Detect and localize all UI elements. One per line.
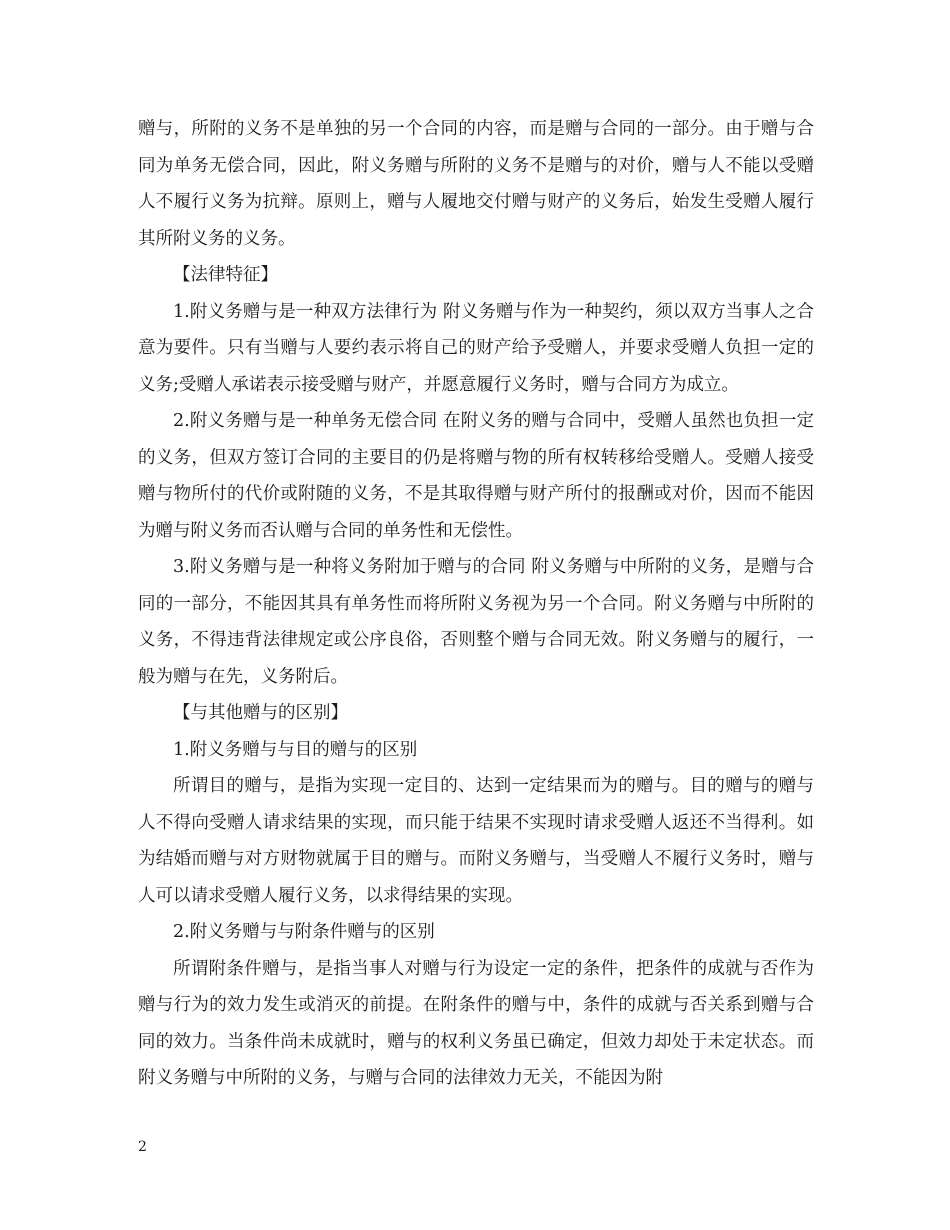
section-heading-differences: 【与其他赠与的区别】 xyxy=(173,703,348,723)
paragraph-conditional-gift: 所谓附条件赠与，是指当事人对赠与行为设定一定的条件，把条件的成就与否作为赠与行为的效力发生或消灭的前提。在附条件的赠与中，条件的成就与否关系到赠与合同的效力。当条件尚未成就时，赠与的权利义务虽已确定，但效力却处于未定状态。而附义务赠与中所附的义务，与赠与合同的法律效力无关，不能因为附 xyxy=(138,958,814,1088)
subheading-difference-1: 1.附义务赠与与目的赠与的区别 xyxy=(173,739,418,760)
subheading-difference-2: 2.附义务赠与与附条件赠与的区别 xyxy=(173,922,435,942)
section-heading-legal-features: 【法律特征】 xyxy=(173,265,278,285)
page-number: 2 xyxy=(138,1139,147,1155)
document-body xyxy=(138,111,814,1097)
paragraph-feature-2: 2.附义务赠与是一种单务无偿合同 在附义务的赠与合同中，受赠人虽然也负担一定的义务，但双方签订合同的主要目的仍是将赠与物的所有权转移给受赠人。受赠人接受赠与物所付的代价或附随的义务，不是其取得赠与财产所付的报酬或对价，因而不能因为赠与附义务而否认赠与合同的单务性和无偿性。 xyxy=(138,411,814,541)
paragraph-feature-1: 1.附义务赠与是一种双方法律行为 附义务赠与作为一种契约，须以双方当事人之合意为要件。只有当赠与人要约表示将自己的财产给予受赠人，并要求受赠人负担一定的义务;受赠人承诺表示接受赠与财产，并愿意履行义务时，赠与合同方为成立。 xyxy=(138,301,814,395)
paragraph-feature-3: 3.附义务赠与是一种将义务附加于赠与的合同 附义务赠与中所附的义务，是赠与合同的一部分，不能因其具有单务性而将所附义务视为另一个合同。附义务赠与中所附的义务，不得违背法律规定或公序良俗，否则整个赠与合同无效。附义务赠与的履行，一般为赠与在先，义务附后。 xyxy=(138,557,814,687)
paragraph-purpose-gift: 所谓目的赠与，是指为实现一定目的、达到一定结果而为的赠与。目的赠与的赠与人不得向受赠人请求结果的实现，而只能于结果不实现时请求受赠人返还不当得利。如为结婚而赠与对方财物就属于目的赠与。而附义务赠与，当受赠人不履行义务时，赠与人可以请求受赠人履行义务，以求得结果的实现。 xyxy=(138,776,814,906)
paragraph-intro-continued: 赠与，所附的义务不是单独的另一个合同的内容，而是赠与合同的一部分。由于赠与合同为单务无偿合同，因此，附义务赠与所附的义务不是赠与的对价，赠与人不能以受赠人不履行义务为抗辩。原则上，赠与人履地交付赠与财产的义务后，始发生受赠人履行其所附义务的义务。 xyxy=(138,119,814,249)
